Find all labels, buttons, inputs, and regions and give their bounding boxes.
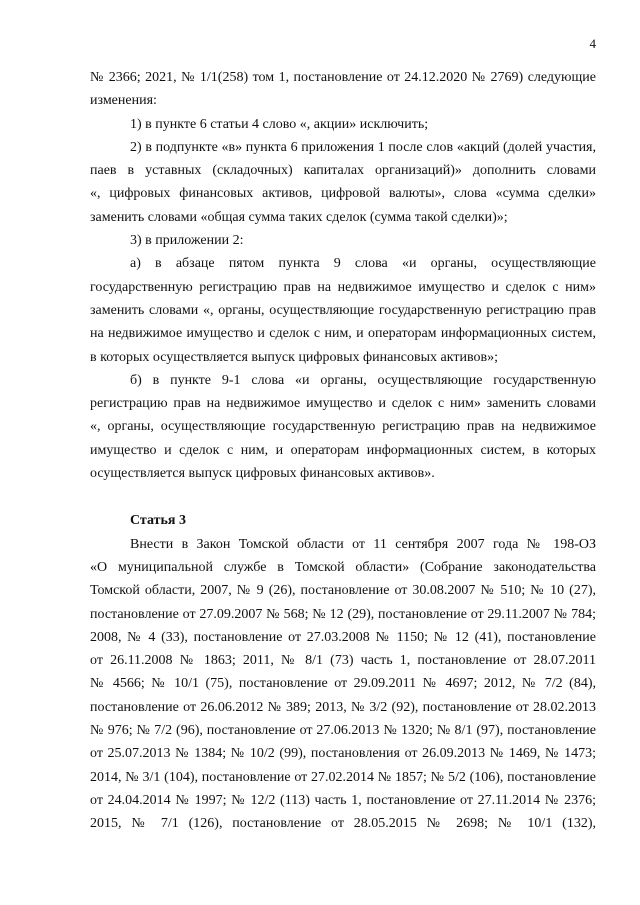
text-line: от 24.04.2014 № 1997; № 12/2 (113) часть 1, постановление от 27.11.2014 № 2376; (90, 792, 596, 808)
text-line: осуществляется выпуск цифровых финансовых активов». (90, 466, 435, 482)
text-line: Внести в Закон Томской области от 11 сентября 2007 года № 198-ОЗ (130, 536, 596, 552)
text-line: № 2366; 2021, № 1/1(258) том 1, постановление от 24.12.2020 № 2769) следующие (90, 70, 596, 85)
text-line: постановление от 27.09.2007 № 568; № 12 (29), постановление от 29.11.2007 № 784; (90, 606, 596, 622)
section-spacer (90, 485, 596, 509)
text-line: от 26.11.2008 № 1863; 2011, № 8/1 (73) часть 1, постановление от 28.07.2011 (90, 653, 596, 669)
text-line: регистрацию прав на недвижимое имущество и сделок с ним» заменить словами (90, 396, 596, 412)
text-line: паев в уставных (складочных) капиталах организаций)» дополнить словами (90, 163, 596, 179)
text-line: «, органы, осуществляющие государственную регистрацию прав на недвижимое (90, 419, 596, 435)
text-line: 2014, № 3/1 (104), постановление от 27.02.2014 № 1857; № 5/2 (106), постановление (90, 769, 596, 785)
text-line: 2) в подпункте «в» пункта 6 приложения 1 после слов «акций (долей участия, (130, 139, 596, 155)
article-heading: Статья 3 (130, 513, 186, 529)
text-line: Томской области, 2007, № 9 (26), постановление от 30.08.2007 № 510; № 10 (27), (90, 583, 596, 599)
text-line: постановление от 26.06.2012 № 389; 2013, № 3/2 (92), постановление от 28.02.2013 (90, 699, 596, 715)
text-line: имущество и сделок с ним, и операторам информационных систем, в которых (90, 442, 596, 458)
text-line: 2008, № 4 (33), постановление от 27.03.2008 № 1150; № 12 (41), постановление (90, 629, 596, 645)
text-line: заменить словами «общая сумма таких сделок (сумма такой сделки)»; (90, 209, 508, 225)
text-line: а) в абзаце пятом пункта 9 слова «и органы, осуществляющие (130, 256, 596, 272)
text-line: заменить словами «, органы, осуществляющие государственную регистрацию прав (90, 302, 596, 318)
text-line: б) в пункте 9-1 слова «и органы, осуществляющие государственную (130, 372, 596, 388)
text-line: № 976; № 7/2 (96), постановление от 27.06.2013 № 1320; № 8/1 (97), постановление (90, 723, 596, 739)
page-number: 4 (589, 36, 596, 51)
text-line: изменения: (90, 93, 157, 109)
text-line: на недвижимое имущество и сделок с ним, и операторам информационных систем, (90, 326, 596, 342)
document-body (90, 66, 596, 836)
text-line: 2015, № 7/1 (126), постановление от 28.05.2015 № 2698; № 10/1 (132), (90, 816, 596, 832)
text-line: государственную регистрацию прав на недвижимое имущество и сделок с ним» (90, 279, 596, 295)
text-line: 3) в приложении 2: (130, 233, 244, 249)
text-line: от 25.07.2013 № 1384; № 10/2 (99), постановления от 26.09.2013 № 1469, № 1473; (90, 746, 596, 762)
text-line: в которых осуществляется выпуск цифровых финансовых активов»; (90, 349, 498, 365)
text-line: «О муниципальной службе в Томской области» (Собрание законодательства (90, 559, 596, 575)
text-line: № 4566; № 10/1 (75), постановление от 29.09.2011 № 4697; 2012, № 7/2 (84), (90, 676, 596, 692)
text-line: 1) в пункте 6 статьи 4 слово «, акции» исключить; (130, 116, 429, 132)
text-line: «, цифровых финансовых активов, цифровой валюты», слова «сумма сделки» (90, 186, 596, 202)
